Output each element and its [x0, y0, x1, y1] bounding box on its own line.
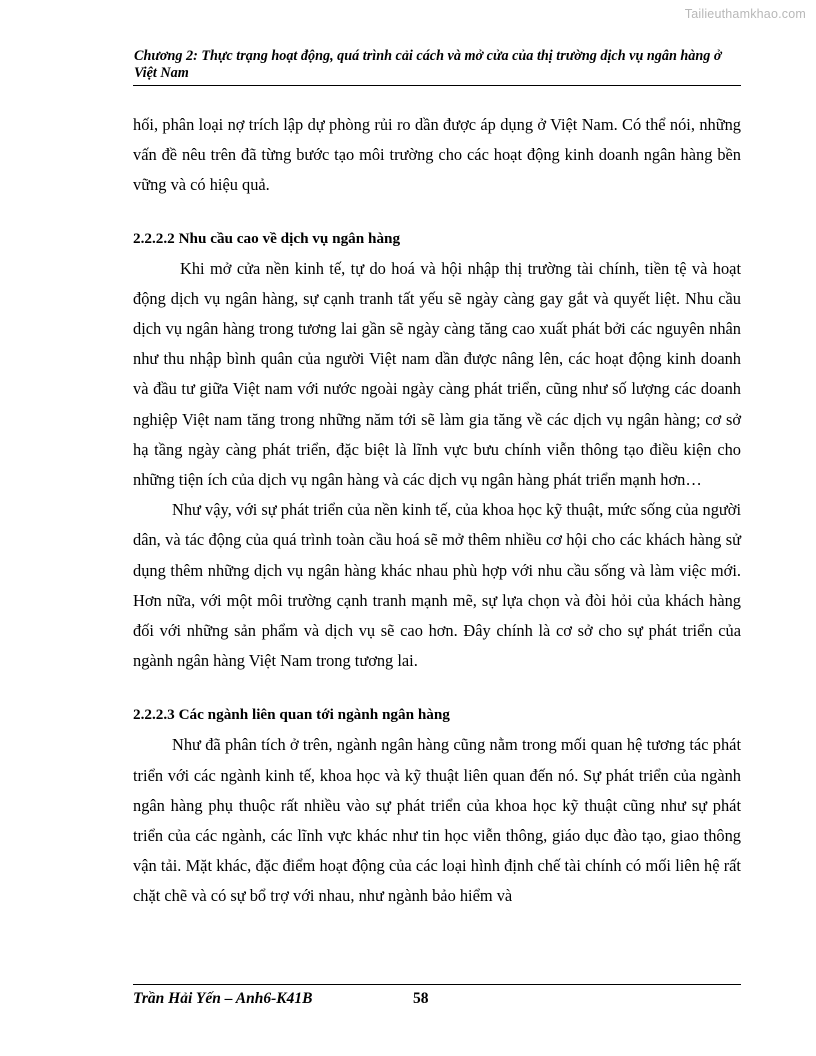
chapter-header: Chương 2: Thực trạng hoạt động, quá trình cải cách và mở cửa của thị trường dịch vụ ngân hàng ở Việt Nam: [134, 48, 722, 81]
section-1-paragraph-2: Như vậy, với sự phát triển của nền kinh tế, của khoa học kỹ thuật, mức sống của người dân, và tác động của quá trình toàn cầu hoá sẽ mở thêm nhiều cơ hội cho các khách hàng sử dụng thêm những dịch vụ ngân hàng khác nhau phù hợp với nhu cầu sống và làm việc mới. Hơn nữa, với một môi trường cạnh tranh mạnh mẽ, sự lựa chọn và đòi hỏi của khách hàng đối với những sản phẩm và dịch vụ sẽ cao hơn. Đây chính là cơ sở cho sự phát triển của ngành ngân hàng Việt Nam trong tương lai.: [133, 500, 741, 671]
section-1-paragraph-1: Khi mở cửa nền kinh tế, tự do hoá và hội nhập thị trường tài chính, tiền tệ và hoạt động dịch vụ ngân hàng, sự cạnh tranh tất yếu sẽ ngày càng gay gắt và quyết liệt. Nhu cầu dịch vụ ngân hàng trong tương lai gần sẽ ngày càng tăng cao xuất phát bởi các nguyên nhân như thu nhập bình quân của người Việt nam dần được nâng lên, các hoạt động kinh doanh và đầu tư giữa Việt nam với nước ngoài ngày càng phát triển, cũng như số lượng các doanh nghiệp Việt nam tăng trong những năm tới sẽ làm gia tăng về các dịch vụ ngân hàng; cơ sở hạ tầng ngày càng phát triển, đặc biệt là lĩnh vực bưu chính viễn thông tạo điều kiện cho những tiện ích của dịch vụ ngân hàng và các dịch vụ ngân hàng phát triển mạnh hơn…: [133, 258, 741, 490]
section-heading-2-2-2-3: 2.2.2.3 Các ngành liên quan tới ngành ngân hàng: [133, 706, 450, 724]
footer-divider: [133, 984, 741, 985]
watermark: Tailieuthamkhao.com: [684, 7, 806, 21]
section-heading-2-2-2-2: 2.2.2.2 Nhu cầu cao về dịch vụ ngân hàng: [133, 229, 401, 247]
page-body: [133, 110, 741, 912]
section-2-paragraph-1: Như đã phân tích ở trên, ngành ngân hàng cũng nằm trong mối quan hệ tương tác phát triển với các ngành kinh tế, khoa học và kỹ thuật liên quan đến nó. Sự phát triển của ngành ngân hàng phụ thuộc rất nhiều vào sự phát triển của khoa học kỹ thuật cũng như sự phát triển của các ngành, các lĩnh vực khác như tin học viễn thông, giáo dục đào tạo, giao thông vận tải. Mặt khác, đặc điểm hoạt động của các loại hình định chế tài chính có mối liên hệ rất chặt chẽ và có sự bổ trợ với nhau, như ngành bảo hiểm và: [133, 735, 741, 906]
footer-author: Trần Hải Yến – Anh6-K41B: [133, 990, 313, 1007]
intro-paragraph: hối, phân loại nợ trích lập dự phòng rủi ro dần được áp dụng ở Việt Nam. Có thể nói, những vấn đề nêu trên đã từng bước tạo môi trường cho các hoạt động kinh doanh ngân hàng bền vững và có hiệu quả.: [133, 115, 741, 195]
header-divider: [133, 85, 741, 86]
page-number: 58: [413, 990, 429, 1007]
